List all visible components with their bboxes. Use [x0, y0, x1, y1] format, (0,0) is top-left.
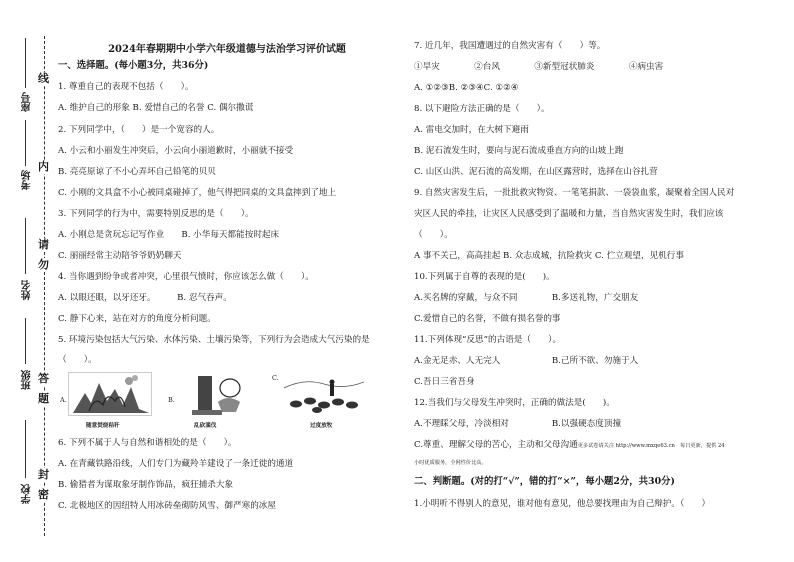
- image-caption: 乱砍滥伐: [194, 423, 217, 429]
- name-label: 姓名: [22, 280, 33, 300]
- option-letter: B.: [168, 396, 175, 404]
- question-line: 1. 尊重自己的表现不包括（ ）。: [58, 82, 194, 92]
- seal-char: 线: [38, 72, 49, 85]
- question-line: ①旱灾 ②台风 ③新型冠状肺炎 ④病虫害: [414, 62, 664, 72]
- exam-title: 2024年春期期中小学六年级道德与法治学习评价试题: [108, 44, 346, 55]
- school-label: 学校: [22, 484, 33, 504]
- seal-char: 答: [38, 372, 49, 385]
- binding-margin: [0, 0, 58, 562]
- question-line: A. 维护自己的形象 B. 爱惜自己的名誉 C. 偶尔撒谎: [58, 103, 254, 113]
- question-line: A. 以眼还眼，以牙还牙。 B. 忍气吞声。: [58, 293, 232, 303]
- question-line: A 事不关己，高高挂起 B. 众志成城，抗险救灾 C. 伫立观望，见机行事: [414, 251, 684, 261]
- question-line: B. 泥石流发生时，要向与泥石流成垂直方向的山坡上跑: [414, 146, 624, 156]
- watermark-text: 更多试卷请关注 http://www.mxqe63.cn 每日更新，提供 24: [577, 443, 725, 449]
- question-line: 4. 当你遇到纷争或者冲突，心里很气愤时，你应该怎么做（ ）。: [58, 272, 314, 282]
- section-2-heading: 二、判断题。(对的打“√”，错的打“×”，每小题2分，共30分): [414, 476, 675, 487]
- logging-image: [182, 372, 252, 416]
- seal-char: 勿: [38, 258, 49, 271]
- question-line: C. 静下心来，站在对方的角度分析问题。: [58, 314, 216, 324]
- question-line: 1.小明听不得别人的意见，谁对他有意见，他总要找理由为自己辩护。（ ）: [414, 499, 711, 509]
- question-line: A.买名牌的穿戴，与众不同 B.多送礼物，广交朋友: [414, 293, 639, 303]
- seal-char: 密: [38, 488, 49, 501]
- question-line: C.尊重、理解父母的苦心，主动和父母沟通: [414, 440, 578, 450]
- question-line: C. 丽丽经常主动陪爷爷奶奶聊天: [58, 251, 182, 261]
- question-line: （ ）。: [414, 230, 453, 240]
- question-line: 12.当我们与父母发生冲突时，正确的做法是( )。: [414, 398, 615, 408]
- question-line: 8. 以下避险方法正确的是（ ）。: [414, 104, 550, 114]
- seal-char: 内: [38, 160, 49, 173]
- class-label: 班级: [22, 370, 33, 390]
- watermark-text: 小时优质服务，全网性价比高。: [414, 460, 487, 466]
- question-line: C. 山区山洪、泥石流的高发期，在山区露营时，选择在山谷扎营: [414, 167, 658, 177]
- binding-dashed-line: [44, 36, 45, 536]
- seal-char: 请: [38, 238, 49, 251]
- image-caption: 随意焚烧秸秆: [86, 423, 120, 429]
- question-line: A. 在青藏铁路沿线，人们专门为藏羚羊建设了一条迁徙的通道: [58, 459, 294, 469]
- question-line: 6. 下列不属于人与自然和谐相处的是（ ）。: [58, 438, 237, 448]
- overgrazing-image: [284, 374, 364, 414]
- seat-number-label: 座号: [22, 92, 33, 112]
- question-line: C. 北极地区的因纽特人用冰砖垒砌防风雪、御严寒的冰屋: [58, 501, 276, 511]
- question-line: A. 小刚总是贪玩忘记写作业 B. 小华每天都能按时起床: [58, 230, 280, 240]
- question-line: A. 雷电交加时，在大树下避雨: [414, 125, 529, 135]
- question-line: B. 偷猎者为谋取象牙制作饰品，疯狂捕杀大象: [58, 480, 234, 490]
- school-line: [25, 420, 26, 478]
- question-line: A.不理睬父母，冷淡相对 B.以强硬态度顶撞: [414, 419, 622, 429]
- option-letter: A.: [60, 396, 67, 404]
- class-line: [25, 318, 26, 364]
- question-line: B. 亮亮原谅了不小心弄坏自己铅笔的贝贝: [58, 167, 216, 177]
- seat-number-line: [25, 38, 26, 88]
- exam-room-label: 考场: [22, 170, 33, 190]
- seal-char: 题: [38, 392, 49, 405]
- question-line: 3. 下列同学的行为中，需要特别反思的是（ ）。: [58, 209, 254, 219]
- question-line: C.爱惜自己的名誉，不做有损名誉的事: [414, 314, 561, 324]
- question-line: A.金无足赤、人无完人 B.己所不欲、勿施于人: [414, 356, 639, 366]
- option-letter: C.: [272, 374, 279, 382]
- question-line: 7. 近几年，我国遭遇过的自然灾害有（ ）等。: [414, 41, 606, 51]
- question-line: C. 小刚的文具盒不小心被同桌碰掉了，他气得把同桌的文具盒摔到了地上: [58, 188, 337, 198]
- question-line: 5. 环境污染包括大气污染、水体污染、土壤污染等，下列行为会造成大气污染的是: [58, 335, 370, 345]
- question-line: 2. 下列同学中，（ ）是一个宽容的人。: [58, 125, 220, 135]
- name-line: [25, 218, 26, 274]
- question-line: 10.下列属于自尊的表现的是( )。: [414, 272, 555, 282]
- section-1-heading: 一、选择题。(每小题3分，共36分): [58, 60, 209, 71]
- question-line: A. ①②③B. ②③④C. ①②④: [414, 83, 519, 93]
- exam-room-line: [25, 120, 26, 166]
- seal-char: 封: [38, 468, 49, 481]
- burning-straw-image: [68, 372, 152, 416]
- question-line: A. 小云和小丽发生冲突后，小云向小丽道歉时，小丽就不接受: [58, 146, 294, 156]
- image-caption: 过度放牧: [310, 423, 333, 429]
- question-line: 9. 自然灾害发生后，一批批救灾物资、一笔笔捐款、一袋袋血浆，凝聚着全国人民对: [414, 188, 735, 198]
- question-line: 灾区人民的牵挂，让灾区人民感受到了温暖和力量，当自然灾害发生时，我们应该: [414, 209, 724, 219]
- question-line-with-watermark: [414, 439, 725, 452]
- question-line: 11.下列体现“反思”的古语是（ ）。: [414, 335, 562, 345]
- question-line: C.吾日三省吾身: [414, 377, 475, 387]
- question-line: （ ）。: [58, 355, 97, 365]
